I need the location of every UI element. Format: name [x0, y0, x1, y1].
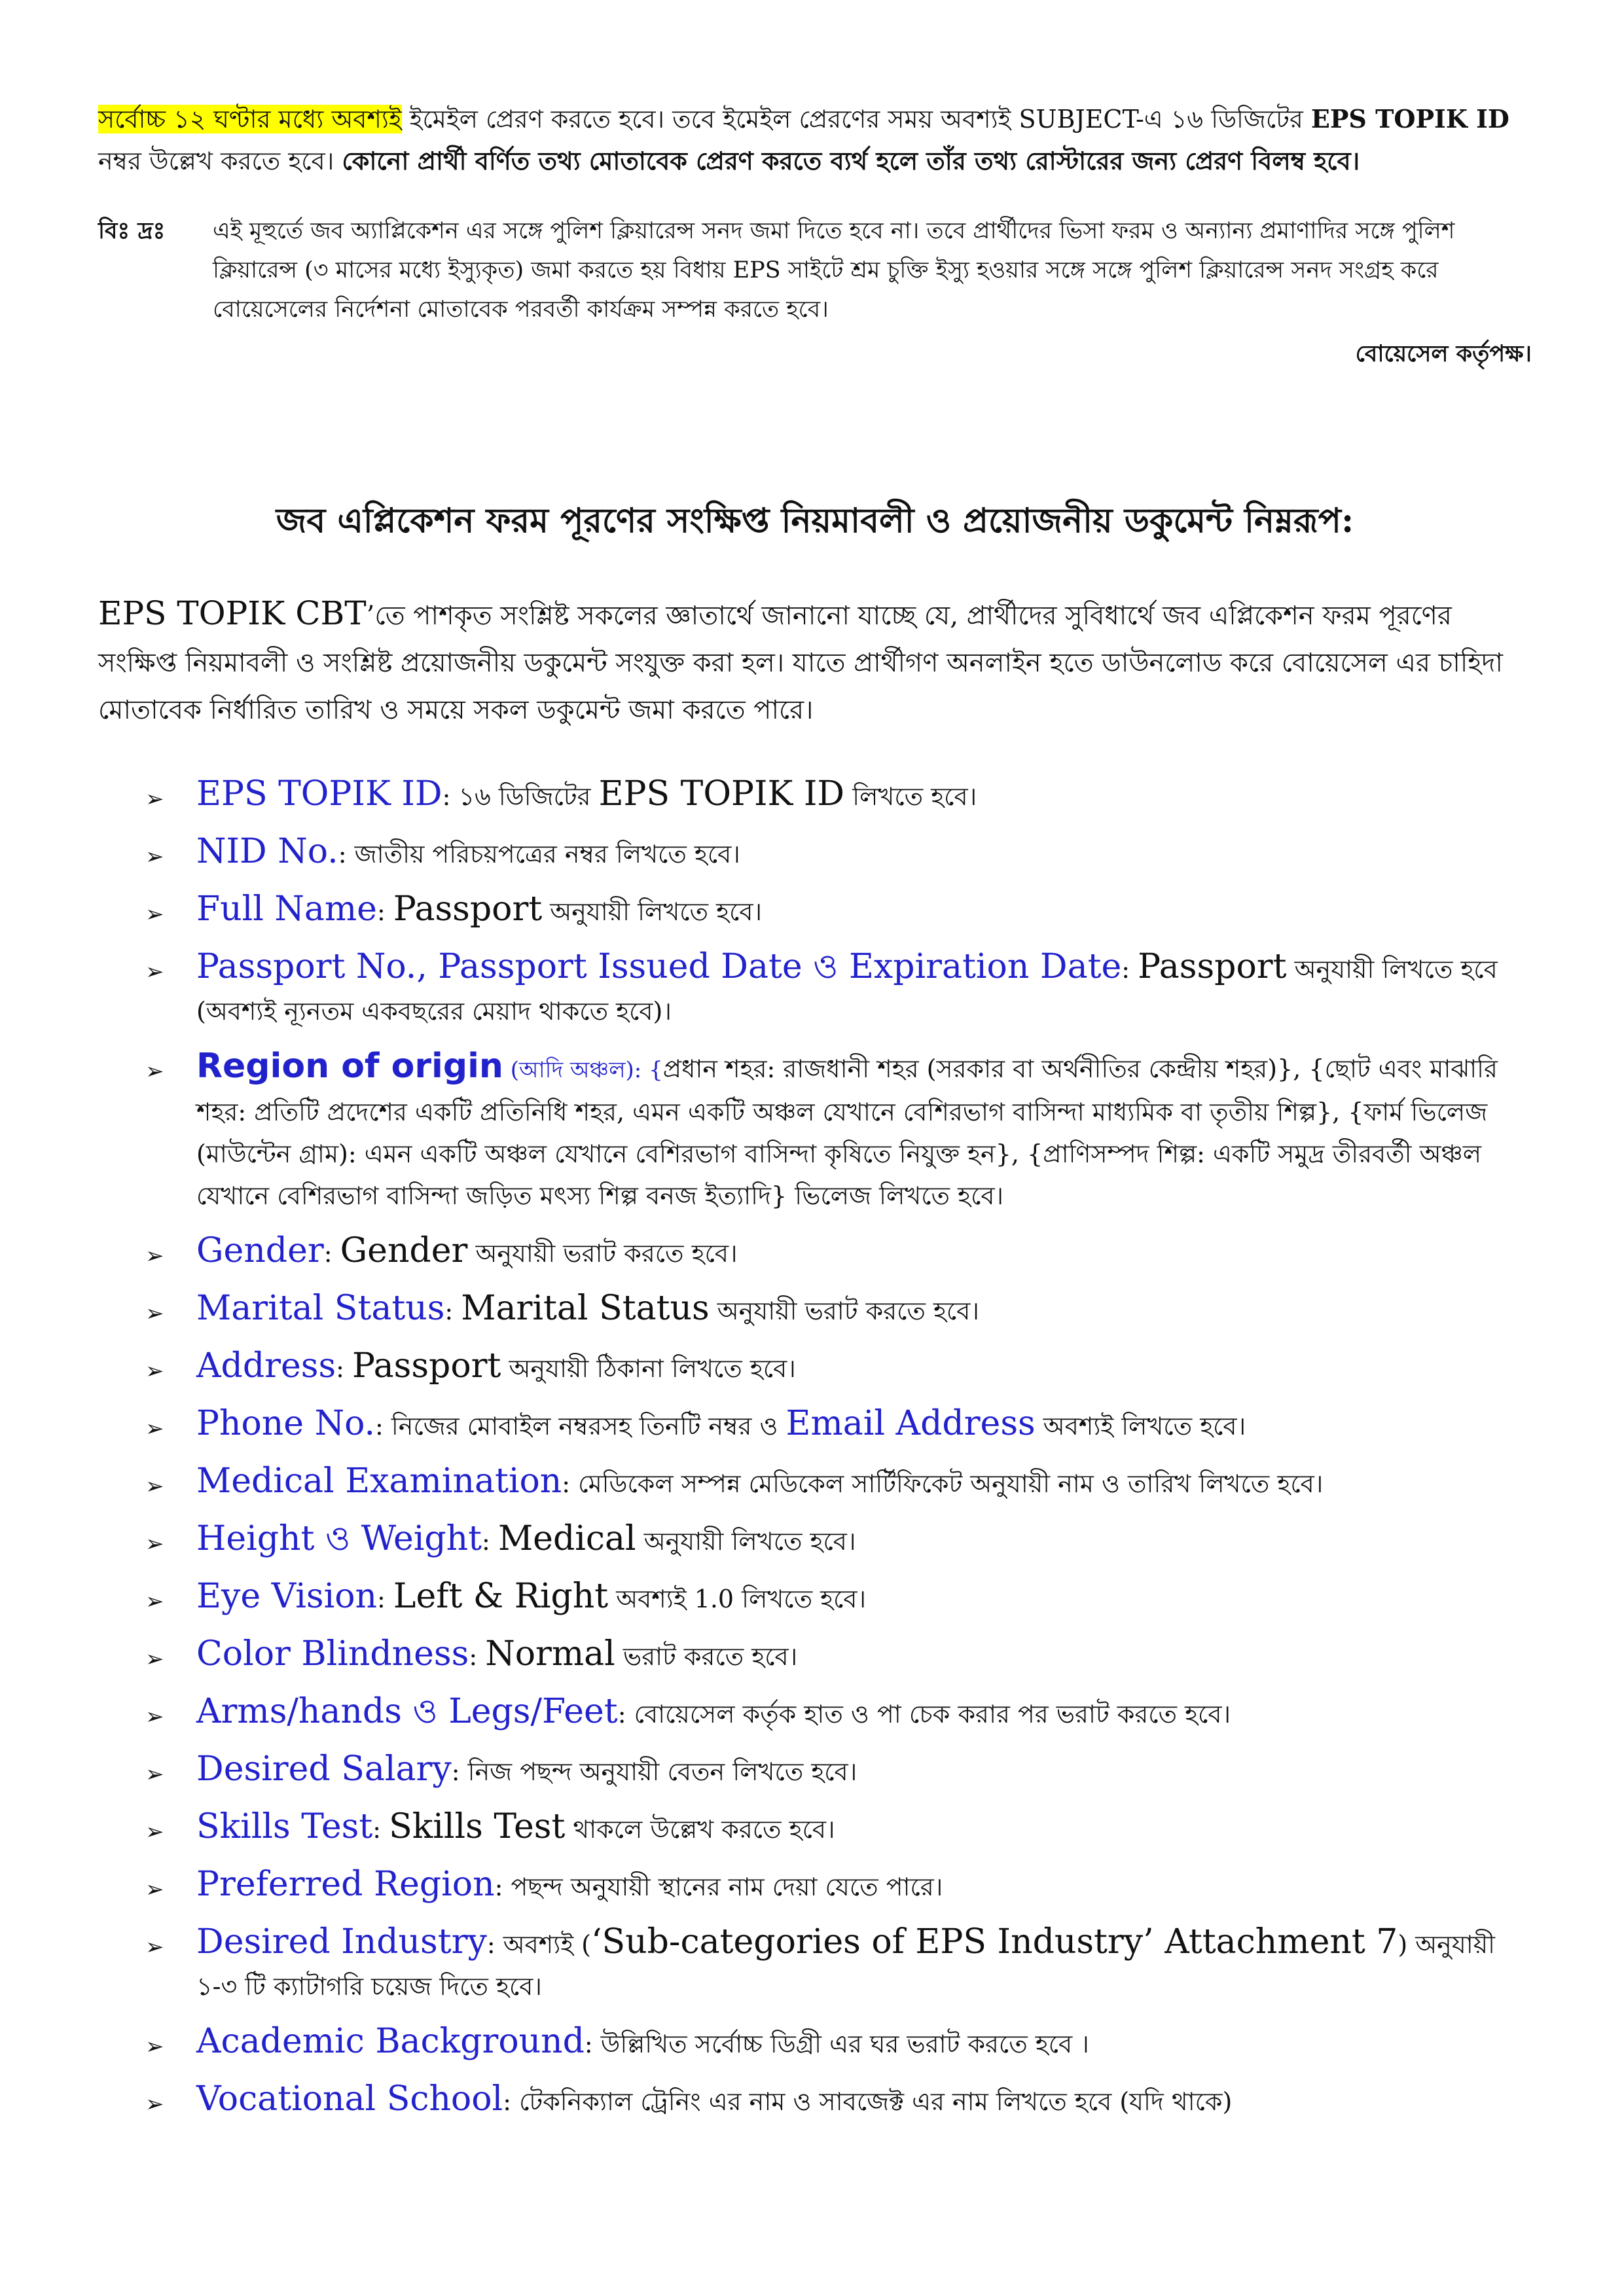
- bullet-arrow-icon: ➢: [145, 1531, 164, 1557]
- bullet-arrow-icon: ➢: [145, 1358, 164, 1384]
- list-item: ➢ Gender: Gender অনুযায়ী ভরাট করতে হবে।: [98, 1230, 1532, 1274]
- bullet-arrow-icon: ➢: [145, 2034, 164, 2060]
- bullet-arrow-icon: ➢: [145, 1761, 164, 1787]
- section-title: জব এপ্লিকেশন ফরম পূরণের সংক্ষিপ্ত নিয়মাবলী ও প্রয়োজনীয় ডকুমেন্ট নিম্নরূপ:: [276, 501, 1354, 541]
- top-bold-tail: কোনো প্রার্থী বর্ণিত তথ্য মোতাবেক প্রেরণ করতে ব্যর্থ হলে তাঁর তথ্য রোস্টারের জন্য প্রেরণ বিলম্ব হবে।: [342, 146, 1360, 175]
- item-label: Eye Vision: [196, 1577, 378, 1616]
- item-label: Desired Industry: [196, 1922, 487, 1962]
- intro-paragraph: [98, 590, 1532, 734]
- bullet-arrow-icon: ➢: [145, 1588, 164, 1615]
- item-label: Phone No.: [196, 1404, 375, 1443]
- list-item: ➢ Skills Test: Skills Test থাকলে উল্লেখ করতে হবে।: [98, 1806, 1532, 1850]
- item-label: Full Name: [196, 889, 377, 929]
- top-text: ইমেইল প্রেরণ করতে হবে। তবে ইমেইল প্রেরণের সময় অবশ্যই SUBJECT-এ ১৬ ডিজিটের: [401, 105, 1311, 134]
- item-label: Vocational School: [196, 2079, 503, 2119]
- item-label: Preferred Region: [196, 1865, 495, 1904]
- list-item: ➢ Height ও Weight: Medical অনুযায়ী লিখতে হবে।: [98, 1518, 1532, 1562]
- list-item: ➢ Medical Examination: মেডিকেল সম্পন্ন মেডিকেল সার্টিফিকেট অনুযায়ী নাম ও তারিখ লিখতে হবে।: [98, 1460, 1532, 1505]
- item-label: Desired Salary: [196, 1749, 452, 1789]
- note-label: বিঃ দ্রঃ: [98, 217, 166, 244]
- bullet-arrow-icon: ➢: [145, 1819, 164, 1845]
- list-item-region: ➢ Region of origin (আদি অঞ্চল): {প্রধান শহর: রাজধানী শহর (সরকার বা অর্থনীতির কেন্দ্রীয় শহর)}, {ছোট এবং মাঝারি শহর: প্রতিটি প্রদেশের একটি প্রতিনিধি শহর, এমন একটি অঞ্চল যেখানে বেশিরভাগ বাসিন্দা মাধ্যমিক বা তৃতীয় শিল্প}, {ফার্ম ভিলেজ (মাউন্টেন গ্রাম): এমন একটি অঞ্চল যেখানে বেশিরভাগ বাসিন্দা কৃষিতে নিযুক্ত হন}, {প্রাণিসম্পদ শিল্প: একটি সমুদ্র তীরবর্তী অঞ্চল যেখানে বেশিরভাগ বাসিন্দা জড়িত মৎস্য শিল্প বনজ ইত্যাদি} ভিলেজ লিখতে হবে।: [145, 1047, 1498, 1210]
- bullet-arrow-icon: ➢: [145, 786, 164, 812]
- item-label: Academic Background: [196, 2022, 585, 2061]
- item-label: Address: [196, 1346, 336, 1386]
- list-item: ➢ Passport No., Passport Issued Date ও Expiration Date: Passport অনুযায়ী লিখতে হবে (অবশ্যই ন্যূনতম একবছরের মেয়াদ থাকতে হবে)।: [145, 947, 1498, 1026]
- list-item: ➢ EPS TOPIK ID: ১৬ ডিজিটের EPS TOPIK ID লিখতে হবে।: [98, 773, 1532, 817]
- bullet-arrow-icon: ➢: [145, 1646, 164, 1672]
- intro-text: ’তে পাশকৃত সংশ্লিষ্ট সকলের জ্ঞাতার্থে জানানো যাচ্ছে যে, প্রার্থীদের সুবিধার্থে জব এপ্লিকেশন ফরম পূরণের সংক্ষিপ্ত নিয়মাবলী ও সংশ্লিষ্ট প্রয়োজনীয় ডকুমেন্ট সংযুক্ত করা হল। যাতে প্রার্থীগণ অনলাইন হতে ডাউনলোড করে বোয়েসেল এর চাহিদা মোতাবেক নির্ধারিত তারিখ ও সময়ে সকল ডকুমেন্ট জমা করতে পারে।: [98, 601, 1503, 725]
- bullet-arrow-icon: ➢: [145, 1300, 164, 1327]
- document-page: [98, 98, 1532, 2136]
- intro-lead: EPS TOPIK CBT: [98, 594, 367, 632]
- item-sublabel: (আদি অঞ্চল): {: [503, 1057, 663, 1083]
- item-label: Color Blindness: [196, 1634, 469, 1674]
- list-item: ➢ Arms/hands ও Legs/Feet: বোয়েসেল কর্তৃক হাত ও পা চেক করার পর ভরাট করতে হবে।: [98, 1691, 1532, 1735]
- top-bold-id: EPS TOPIK ID: [1310, 104, 1509, 134]
- item-label: Region of origin: [196, 1047, 503, 1086]
- item-label: Arms/hands ও Legs/Feet: [196, 1692, 618, 1731]
- top-text-2: নম্বর উল্লেখ করতে হবে।: [98, 147, 342, 175]
- list-item: ➢ Desired Industry: অবশ্যই (‘Sub-categories of EPS Industry’ Attachment 7) অনুযায়ী ১-৩ টি ক্যাটাগরি চয়েজ দিতে হবে।: [145, 1922, 1496, 2001]
- item-label: Medical Examination: [196, 1462, 562, 1501]
- bullet-arrow-icon: ➢: [145, 844, 164, 870]
- list-item: ➢ Preferred Region: পছন্দ অনুযায়ী স্থানের নাম দেয়া যেতে পারে।: [98, 1863, 1532, 1908]
- list-item: ➢ Phone No.: নিজের মোবাইল নম্বরসহ তিনটি নম্বর ও Email Address অবশ্যই লিখতে হবে।: [98, 1403, 1532, 1447]
- list-item: ➢ Address: Passport অনুযায়ী ঠিকানা লিখতে হবে।: [98, 1345, 1532, 1390]
- list-item: ➢ Desired Salary: নিজ পছন্দ অনুযায়ী বেতন লিখতে হবে।: [98, 1748, 1532, 1793]
- bullet-arrow-icon: ➢: [145, 1058, 164, 1085]
- bullet-arrow-icon: ➢: [145, 1934, 164, 1960]
- top-paragraph: [98, 98, 1532, 182]
- note-block: [98, 211, 1532, 329]
- bullet-arrow-icon: ➢: [145, 2091, 164, 2117]
- signature: বোয়েসেল কর্তৃপক্ষ।: [1355, 340, 1532, 367]
- bullet-arrow-icon: ➢: [145, 1876, 164, 1903]
- bullet-arrow-icon: ➢: [145, 1416, 164, 1442]
- list-item: ➢ Color Blindness: Normal ভরাট করতে হবে।: [98, 1633, 1532, 1677]
- item-label: Skills Test: [196, 1807, 373, 1846]
- list-item: ➢ Eye Vision: Left & Right অবশ্যই 1.0 লিখতে হবে।: [98, 1575, 1532, 1620]
- bullet-arrow-icon: ➢: [145, 1243, 164, 1269]
- list-item: ➢ Marital Status: Marital Status অনুযায়ী ভরাট করতে হবে।: [98, 1287, 1532, 1332]
- bullet-arrow-icon: ➢: [145, 1704, 164, 1730]
- item-label: Height ও Weight: [196, 1519, 482, 1558]
- highlighted-text: সর্বোচ্চ ১২ ঘণ্টার মধ্যে অবশ্যই: [98, 105, 402, 134]
- item-label: Marital Status: [196, 1289, 445, 1328]
- note-text: এই মূহুর্তে জব অ্যাপ্লিকেশন এর সঙ্গে পুলিশ ক্লিয়ারেন্স সনদ জমা দিতে হবে না। তবে প্রার্থীদের ভিসা ফরম ও অন্যান্য প্রমাণাদির সঙ্গে পুলিশ ক্লিয়ারেন্স (৩ মাসের মধ্যে ইস্যুকৃত) জমা করতে হয় বিধায় EPS সাইটে শ্রম চুক্তি ইস্যু হওয়ার সঙ্গে সঙ্গে পুলিশ ক্লিয়ারেন্স সনদ সংগ্রহ করে বোয়েসেলের নির্দেশনা মোতাবেক পরবর্তী কার্যক্রম সম্পন্ন করতে হবে।: [213, 218, 1455, 323]
- requirements-list: [98, 773, 1532, 2123]
- item-label: Passport No., Passport Issued Date ও Expiration Date: [196, 947, 1122, 986]
- item-label: EPS TOPIK ID: [196, 774, 442, 814]
- list-item: ➢ Academic Background: উল্লিখিত সর্বোচ্চ ডিগ্রী এর ঘর ভরাট করতে হবে ।: [98, 2020, 1532, 2065]
- item-label: Gender: [196, 1231, 324, 1270]
- list-item: ➢ Vocational School: টেকনিক্যাল ট্রেনিং এর নাম ও সাবজেক্ট এর নাম লিখতে হবে (যদি থাকে): [98, 2078, 1532, 2123]
- bullet-arrow-icon: ➢: [145, 901, 164, 927]
- bullet-arrow-icon: ➢: [145, 1473, 164, 1499]
- list-item: ➢ Full Name: Passport অনুযায়ী লিখতে হবে।: [98, 888, 1532, 933]
- bullet-arrow-icon: ➢: [145, 959, 164, 985]
- item-label: NID No.: [196, 832, 338, 871]
- list-item: ➢ NID No.: জাতীয় পরিচয়পত্রের নম্বর লিখতে হবে।: [98, 831, 1532, 875]
